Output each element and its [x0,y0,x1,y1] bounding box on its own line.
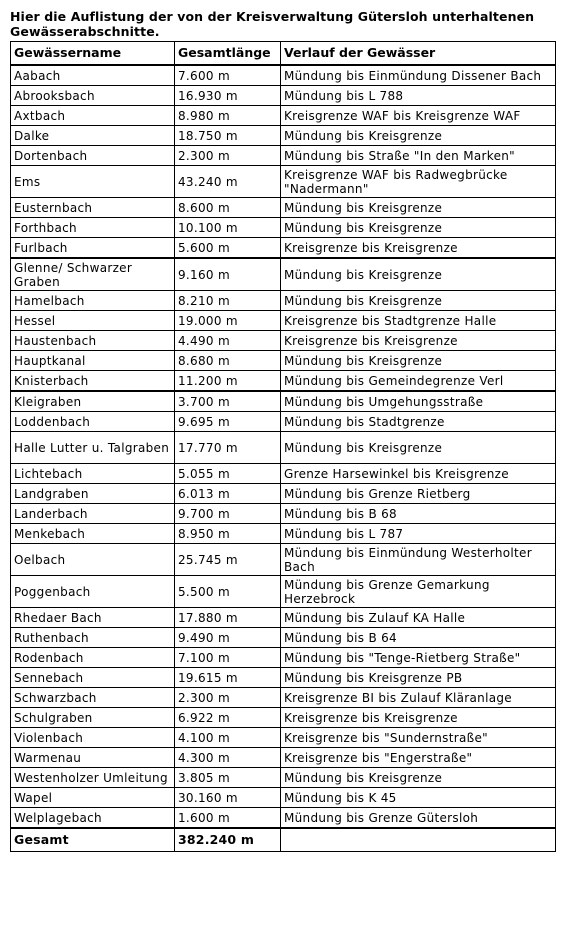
cell-length: 2.300 m [175,146,281,166]
table-header [11,42,556,66]
cell-name: Hamelbach [11,291,175,311]
cell-name: Schulgraben [11,708,175,728]
page-content [10,9,555,852]
cell-length: 6.922 m [175,708,281,728]
cell-name: Glenne/ Schwarzer Graben [11,258,175,291]
cell-length: 8.680 m [175,351,281,371]
table-row [11,198,556,218]
table-footer [11,828,556,852]
cell-length: 43.240 m [175,166,281,198]
cell-course: Mündung bis Zulauf KA Halle [281,608,556,628]
column-header-course: Verlauf der Gewässer [281,42,556,66]
table-row [11,808,556,829]
cell-course: Mündung bis Einmündung Dissener Bach [281,65,556,86]
cell-course: Mündung bis B 68 [281,504,556,524]
cell-name: Sennebach [11,668,175,688]
column-header-length: Gesamtlänge [175,42,281,66]
waters-table [10,41,556,852]
table-row [11,126,556,146]
cell-length: 9.160 m [175,258,281,291]
cell-length: 10.100 m [175,218,281,238]
cell-length: 8.600 m [175,198,281,218]
cell-length: 18.750 m [175,126,281,146]
cell-name: Warmenau [11,748,175,768]
cell-course: Mündung bis Einmündung Westerholter Bach [281,544,556,576]
cell-name: Menkebach [11,524,175,544]
cell-length: 7.600 m [175,65,281,86]
cell-course: Mündung bis Kreisgrenze PB [281,668,556,688]
table-row [11,524,556,544]
cell-course: Kreisgrenze bis Kreisgrenze [281,238,556,259]
cell-name: Axtbach [11,106,175,126]
table-row [11,668,556,688]
cell-course: Mündung bis Grenze Gemarkung Herzebrock [281,576,556,608]
cell-course: Kreisgrenze bis Stadtgrenze Halle [281,311,556,331]
cell-name: Knisterbach [11,371,175,392]
table-row [11,218,556,238]
header-row [11,42,556,66]
cell-length: 5.600 m [175,238,281,259]
table-row [11,484,556,504]
cell-course: Mündung bis B 64 [281,628,556,648]
cell-course: Kreisgrenze BI bis Zulauf Kläranlage [281,688,556,708]
cell-length: 8.210 m [175,291,281,311]
cell-name: Violenbach [11,728,175,748]
total-row [11,828,556,852]
total-label: Gesamt [11,828,175,852]
cell-name: Loddenbach [11,412,175,432]
table-row [11,544,556,576]
cell-course: Mündung bis Stadtgrenze [281,412,556,432]
cell-length: 17.770 m [175,432,281,464]
cell-course: Mündung bis Kreisgrenze [281,126,556,146]
total-length: 382.240 m [175,828,281,852]
cell-name: Ruthenbach [11,628,175,648]
cell-course: Mündung bis L 787 [281,524,556,544]
table-row [11,688,556,708]
cell-length: 5.055 m [175,464,281,484]
cell-length: 11.200 m [175,371,281,392]
table-row [11,238,556,259]
cell-name: Landerbach [11,504,175,524]
cell-course: Kreisgrenze bis Kreisgrenze [281,708,556,728]
cell-length: 17.880 m [175,608,281,628]
cell-course: Kreisgrenze WAF bis Radwegbrücke "Nadermann" [281,166,556,198]
cell-name: Dortenbach [11,146,175,166]
cell-name: Rhedaer Bach [11,608,175,628]
table-row [11,258,556,291]
cell-name: Kleigraben [11,391,175,412]
cell-length: 3.700 m [175,391,281,412]
cell-length: 6.013 m [175,484,281,504]
cell-length: 2.300 m [175,688,281,708]
table-row [11,504,556,524]
cell-course: Kreisgrenze bis "Engerstraße" [281,748,556,768]
cell-name: Oelbach [11,544,175,576]
table-row [11,576,556,608]
cell-length: 30.160 m [175,788,281,808]
cell-name: Halle Lutter u. Talgraben [11,432,175,464]
cell-course: Mündung bis Straße "In den Marken" [281,146,556,166]
cell-course: Mündung bis "Tenge-Rietberg Straße" [281,648,556,668]
cell-length: 4.300 m [175,748,281,768]
table-row [11,412,556,432]
cell-name: Dalke [11,126,175,146]
cell-name: Welplagebach [11,808,175,829]
cell-length: 8.980 m [175,106,281,126]
cell-name: Abrooksbach [11,86,175,106]
cell-length: 25.745 m [175,544,281,576]
table-row [11,748,556,768]
table-row [11,391,556,412]
cell-name: Forthbach [11,218,175,238]
table-row [11,331,556,351]
cell-course: Kreisgrenze bis Kreisgrenze [281,331,556,351]
column-header-name: Gewässername [11,42,175,66]
table-row [11,708,556,728]
cell-name: Poggenbach [11,576,175,608]
cell-length: 9.695 m [175,412,281,432]
table-row [11,86,556,106]
cell-length: 4.490 m [175,331,281,351]
table-row [11,291,556,311]
cell-length: 1.600 m [175,808,281,829]
cell-course: Mündung bis Kreisgrenze [281,291,556,311]
cell-course: Kreisgrenze bis "Sundernstraße" [281,728,556,748]
table-row [11,608,556,628]
cell-name: Aabach [11,65,175,86]
cell-name: Schwarzbach [11,688,175,708]
table-row [11,146,556,166]
cell-course: Mündung bis K 45 [281,788,556,808]
cell-length: 3.805 m [175,768,281,788]
table-row [11,311,556,331]
table-row [11,371,556,392]
table-row [11,788,556,808]
cell-course: Mündung bis Kreisgrenze [281,258,556,291]
cell-course: Mündung bis Grenze Rietberg [281,484,556,504]
table-row [11,432,556,464]
table-row [11,351,556,371]
cell-length: 4.100 m [175,728,281,748]
cell-name: Wapel [11,788,175,808]
cell-course: Mündung bis Grenze Gütersloh [281,808,556,829]
table-body [11,65,556,828]
cell-course: Mündung bis L 788 [281,86,556,106]
cell-name: Hauptkanal [11,351,175,371]
cell-course: Grenze Harsewinkel bis Kreisgrenze [281,464,556,484]
cell-name: Haustenbach [11,331,175,351]
cell-length: 5.500 m [175,576,281,608]
table-row [11,728,556,748]
cell-length: 7.100 m [175,648,281,668]
cell-course: Mündung bis Kreisgrenze [281,432,556,464]
table-row [11,628,556,648]
cell-course: Mündung bis Kreisgrenze [281,218,556,238]
cell-course: Mündung bis Gemeindegrenze Verl [281,371,556,392]
table-row [11,65,556,86]
cell-length: 19.615 m [175,668,281,688]
cell-course: Mündung bis Kreisgrenze [281,768,556,788]
page-heading: Hier die Auflistung der von der Kreisverwaltung Gütersloh unterhaltenen Gewässerabschnitte. [10,9,535,39]
cell-length: 16.930 m [175,86,281,106]
cell-course: Mündung bis Kreisgrenze [281,351,556,371]
cell-course: Mündung bis Umgehungsstraße [281,391,556,412]
cell-name: Landgraben [11,484,175,504]
total-course [281,828,556,852]
cell-length: 9.490 m [175,628,281,648]
table-row [11,464,556,484]
cell-name: Furlbach [11,238,175,259]
cell-length: 9.700 m [175,504,281,524]
table-row [11,166,556,198]
cell-name: Lichtebach [11,464,175,484]
cell-name: Eusternbach [11,198,175,218]
table-row [11,768,556,788]
cell-course: Mündung bis Kreisgrenze [281,198,556,218]
cell-name: Westenholzer Umleitung [11,768,175,788]
cell-name: Rodenbach [11,648,175,668]
cell-name: Hessel [11,311,175,331]
cell-course: Kreisgrenze WAF bis Kreisgrenze WAF [281,106,556,126]
cell-length: 19.000 m [175,311,281,331]
cell-length: 8.950 m [175,524,281,544]
table-row [11,106,556,126]
cell-name: Ems [11,166,175,198]
table-row [11,648,556,668]
